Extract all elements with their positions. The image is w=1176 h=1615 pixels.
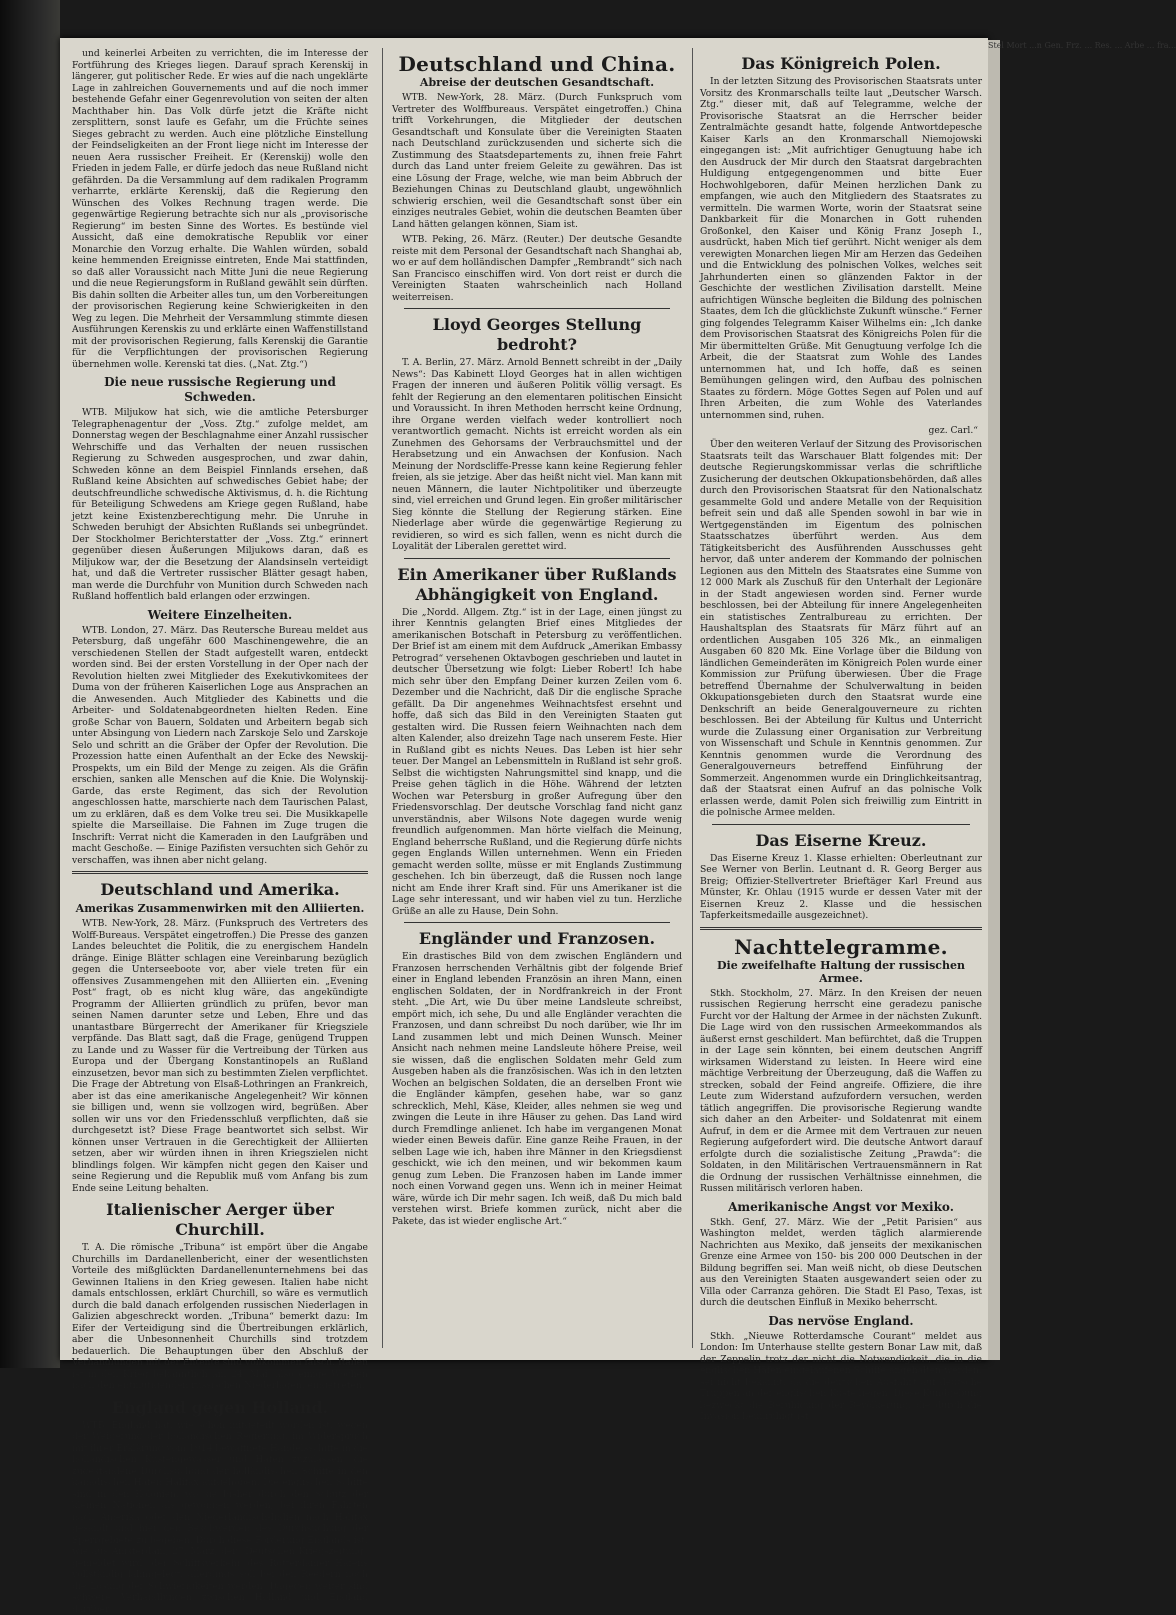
column-2 — [392, 48, 682, 1348]
germany-china-text-2: WTB. Peking, 26. März. (Reuter.) Der deutsche Gesandte reiste mit dem Personal der Gesandtschaft nach Shanghai ab, wo er auf dem holländischen Dampfer „Rembrandt“ sich nach San Francisco einschiffen wird. Von dort reist er durch die Vereinigten Staaten wahrscheinlich nach Holland weiterreisen. — [392, 234, 682, 303]
iron-cross-text: Das Eiserne Kreuz 1. Klasse erhielten: Oberleutnant zur See Werner von Berlin. Leutnant d. R. Georg Berger aus Breig; Offizier-Stellvertreter Brieftäger Karl Freund aus Münster, Kr. Ohlau (1915 wurde er dessen Vater mit der Eisernen Kreuz 2. Klasse und die hessischen Tapferkeitsmedaille ausgezeichnet). — [700, 853, 982, 922]
english-french-headline: Engländer und Franzosen. — [392, 929, 682, 949]
american-russia-headline: Ein Amerikaner über Rußlands Abhängigkeit von England. — [392, 565, 682, 605]
nervous-england-text: Stkh. „Nieuwe Rotterdamsche Courant“ meldet aus London: Im Unterhause stellte gestern Bonar Law mit, daß der Zeppelin trotz der nicht die Notwendigkeit, die in die englischen Häfen eingelaufenen Schiffe angehalten werden, sei nicht bekannt, da die deutschen Ausfahrt auf deutsche Truppen an der englischen Küste liegen. Diese Kundgebung bezweckt die Beruhigung der Bevölkerung, die durch die Invasion beunruhigt ist. — [700, 1331, 982, 1423]
section-divider — [404, 922, 670, 923]
section-divider — [700, 927, 982, 930]
england-holland-headline: England gegen Holland. — [72, 1398, 368, 1418]
column-rule — [382, 48, 383, 1348]
germany-america-headline: Deutschland und Amerika. — [72, 880, 368, 900]
lloyd-george-text: T. A. Berlin, 27. März. Arnold Bennett schreibt in der „Daily News“: Das Kabinett Lloyd Georges hat in allen wichtigen Fragen der inneren und äußeren Politik völlig versagt. Es fehlt der Regierung an den elementaren politischen Einsicht und Voraussicht. In ihren Methoden herrscht keine Ordnung, ihre Organe werden vielfach weder kontrolliert noch verantwortlich gemacht. Nichts ist erreicht worden als ein Zunehmen des Gehorsams der Verbrauchsmittel und der Herabsetzung und ein Anwachsen der Konfusion. Nach Meinung der Nordscliffe-Presse kann keine Regierung fehler freien, als sie jetzige. Aber das heißt nicht viel. Man kann mit neuen Männern, die lauter Nichtpolitiker und überzeugte sind, viel erreichen und Grund legen. Ein großer militärischer Sieg könnte die Stellung der Regierung stärken. Eine Niederlage aber würde die gegenwärtige Regierung zu revidieren, so wird es sich fallen, wenn es nicht durch die Loyalität der Liberalen gerettet wird. — [392, 357, 682, 553]
mexico-headline: Amerikanische Angst vor Mexiko. — [700, 1200, 982, 1215]
germany-china-subheadline: Abreise der deutschen Gesandtschaft. — [392, 76, 682, 89]
germany-china-headline: Deutschland und China. — [392, 52, 682, 76]
scan-left-edge — [0, 0, 60, 1368]
column-3 — [700, 48, 982, 1348]
germany-america-subheadline: Amerikas Zusammenwirken mit den Alliierten. — [72, 902, 368, 915]
england-holland-text: WTB. England hat, wie schon mitgeteilt worden ist, wegen der Weigerung der holländischen Regierung, im Widerspruch mit ihrer Erklärung vom 1914 bewaffnete Handelsschiffe in die holländischen Küstengewässer und Häfen zuzulassen, die zugestandene Durchsuchung der holländischen Schiffe in den kanadischen Häfen Halifax aufgehoben. Die englischen Schiffe sind in den Kolonien, wo sie bisher durch den Schutz der kleinen Nationen als gewonnen werden, bei ihren Fahrten nach Amerika oder den Niederländisch-Indien nach Halifax gesandt und hier den Beschwerden des Durchsuchung der Sperrgebiete zu begeben. Durch diese Forderung Englands ist, wie aus Amsterdam, 27. März, der „Deutschen Kriegszeitung“ gemeldet wird, der Schiffsverkehr des Rotterdamer Hafens vollständig lahmgelegt, allerdings soll bei den Reedern noch die Lösung der Schwierigkeiten werden. Dagegen weiter sind schwere Verhandlungen zwischen Holland und England darüber. — [72, 1420, 368, 1615]
details-text: WTB. London, 27. März. Das Reutersche Bureau meldet aus Petersburg, daß ungefähr 600 Maschinengewehre, die an verschiedenen Stellen der Stadt aufgestellt waren, entdeckt worden sind. Bei der ersten Vorstellung in der Oper nach der Revolution hielten zwei Mitglieder des Exekutivkomitees der Duma von der früheren Kaiserlichen Loge aus Ansprachen an die Anwesenden. Auch Mitglieder des Kabinetts und die Arbeiter- und Soldatenabgeordneten hielten Reden. Eine große Schar von Bauern, Soldaten und Arbeitern begab sich unter Absingung von Liedern nach Zarskoje Selo und Zarskoje Selo und schritt an die Gräber der Opfer der Revolution. Die Prozession hatte einen Aufenthalt an der Ecke des Newskij-Prospekts, um ein Bild der Menge zu zeigen. Als die Gräfin erschien, sanken alle Menschen auf die Knie. Die Wolynskij-Garde, das erste Regiment, das sich der Revolution angeschlossen hatte, marschierte nach dem Taurischen Palast, um zu erklären, daß es dem Volke treu sei. Die Musikkapelle spielte die Marseillaise. Die Fahnen im Zuge trugen die Inschrift: Verrat nicht die Kameraden in den Laufgräben und macht Geschoße. — Einige Pazifisten versuchten sich Gehör zu verschaffen, was ihnen aber nicht gelang. — [72, 625, 368, 867]
column-1 — [72, 48, 368, 1348]
russia-sweden-headline: Die neue russische Regierung und Schweden. — [72, 375, 368, 405]
english-french-text: Ein drastisches Bild von dem zwischen Engländern und Franzosen herrschenden Verhältnis gibt der folgende Brief einer in England lebenden Französin an ihren Mann, einen englischen Soldaten, der in Nordfrankreich in der Front steht. „Die Art, wie Du über meine Landsleute schreibst, empört mich, ich sehe, Du und alle Engländer verachten die Franzosen, und dann schreibst Du noch darüber, wie Ihr im Land zusammen lebt und mich Deinen Wunsch. Meiner Ansicht nach nehmen meine Landsleute höhere Preise, weil sie wissen, daß die englischen Soldaten mehr Geld zum Ausgeben haben als die französischen. Was ich in den letzten Wochen an belgischen Soldaten, die an derselben Front wie die Engländer kämpfen, gesehen habe, war so ganz schrecklich, Mehl, Käse, Kleider, alles nehmen sie weg und zwingen die Leute in ihre Häuser zu gehen. Das Land wird durch Fremdlinge anlienet. Ich habe im vergangenen Monat wieder einen Beweis dafür. Eine ganze Reihe Frauen, in der selben Lage wie ich, haben ihre Männer in den Kriegsdienst geschickt, wie ich den meinen, und wir bekommen kaum genug zum Leben. Die Franzosen haben im Lande immer noch einen Vorwand gegen uns. Wenn ich in meiner Heimat wäre, würde ich Dir mehr sagen. Ich weiß, daß Du mich bald verstehen wirst. Briefe kommen zurück, nicht aber die Pakete, das ist wieder englische Art.“ — [392, 951, 682, 1227]
poland-text-2: Über den weiteren Verlauf der Sitzung des Provisorischen Staatsrats teilt das Warschauer Blatt folgendes mit: Der deutsche Regierungskommissar verlas die schriftliche Zusicherung der deutschen Okkupationsbehörden, daß alles durch den Provisorischen Staatsrat für den Nationalschatz gesammelte Gold und andere Metalle von der Requisition befreit sein und daß alle Spenden sowohl in bar wie in Wertgegenständen im Eigentum des polnischen Staatsschatzes überführt werden. Aus dem Tätigkeitsbericht des Ausführenden Ausschusses geht hervor, daß unter anderem der Kommando der polnischen Legionen aus den Mitteln des Staatsrates eine Summe von 12 000 Mark als Zuschuß für den Unterhalt der Legionäre in der Stadt angewiesen worden sind. Ferner wurde beschlossen, bei der Abteilung für innere Angelegenheiten ein statistisches Zentralbureau zu errichten. Der Haushaltsplan des Staatsrats für März führt auf an ordentlichen Ausgaben 105 326 Mk., an einmaligen Ausgaben 60 820 Mk. Eine Vorlage über die Bildung von ländlichen Gemeinderäten im Königreich Polen wurde einer Kommission zur Prüfung überwiesen. Über die Frage betreffend Übernahme der Schulverwaltung in beiden Okkupationsgebieten durch den Staatsrat wurde eine Denkschrift an beide Generalgouverneure zu richten beschlossen. Bei der Abteilung für Kultus und Unterricht wurde die Zulassung einer Organisation zur Verbreitung von Wissenschaft und Schule in Kenntnis genommen. Zur Kenntnis genommen wurde die Verordnung des Generalgouverneurs betreffend Einführung der Sommerzeit. Angenommen wurde ein Dringlichkeitsantrag, daß der Staatsrat einen Aufruf an das polnische Volk erlassen werde, damit Polen sich freiwillig zum Eintritt in die polnische Armee melden. — [700, 439, 982, 819]
germany-america-text: WTB. New-York, 28. März. (Funkspruch des Vertreters des Wolff-Bureaus. Verspätet eingetroffen.) Die Presse des ganzen Landes beleuchtet die Politik, die zu energischem Handeln dränge. Einige Blätter schlagen eine Vereinbarung bezüglich gegen die Unterseeboote vor, aber viele treten für ein offensives Zusammengehen mit den Alliierten ein. „Evening Post“ fragt, ob es nicht klug wäre, das angekündigte Programm der Alliierten gründlich zu prüfen, bevor man seinen Namen darunter setze und Leben, Ehre und das unantastbare Bürgerrecht der Amerikaner für Kriegsziele verpfände. Das Blatt sagt, daß die Frage, genügend Truppen zu Lande und zu Wasser für die Vertreibung der Türken aus Europa und der Übergang Konstantinopels an Rußland einzusetzen, bevor man sich zu bestimmten Zielen verpflichtet. Die Frage der Abtretung von Elsaß-Lothringen an Frankreich, aber ist das eine amerikanische Angelegenheit? Wir können sie billigen und, wenn sie vollzogen wird, begrüßen. Aber sollen wir uns vor den Friedensschluß verpflichten, daß sie durchgesetzt ist? Diese Frage beantwortet sich selbst. Wir können unser Vertrauen in die Gerechtigkeit der Alliierten setzen, aber wir würden ihnen in ihren Kriegszielen nicht blindlings folgen. Wir kämpfen nicht gegen den Kaiser und seine Regierung und die Republik muß vom Anfang bis zum Ende seine Leitung behalten. — [72, 918, 368, 1194]
details-headline: Weitere Einzelheiten. — [72, 608, 368, 623]
adjacent-page-text: Stel Mort ...n Gen. Frz. ... Res. ... Arbe ... fra... — [988, 40, 1000, 52]
night-telegrams-subheadline: Die zweifelhafte Haltung der russischen Armee. — [700, 959, 982, 985]
kerenski-article-text: und keinerlei Arbeiten zu verrichten, die im Interesse der Fortführung des Krieges liegen. Darauf sprach Kerenskij in längerer, gut politischer Rede. Er wies auf die nach ungeklärte Lage in zahlreichen Gouvernements und auf die noch immer bestehende Gefahr einer Gegenrevolution von seiten der alten Machthaber hin. Das Volk dürfe jetzt die Kräfte nicht zersplittern, sonst laufe es Gefahr, um die Früchte seines Sieges gebracht zu werden. Auch eine plötzliche Einstellung der Feindseligkeiten an der Front liege nicht im Interesse der neuen Aera russischer Freiheit. Er (Kerenskij) wolle den Frieden in jedem Falle, er dürfe jedoch das neue Rußland nicht gefährden. Da die Versammlung auf dem radikalen Programm verharrte, erklärte Kerenskij, daß die Regierung den Wünschen des Volkes Rechnung tragen werde. Die gegenwärtige Regierung betrachte sich nur als „provisorische Regierung“ im besten Sinne des Wortes. Es bestünde viel Aussicht, daß eine demokratische Republik vor einer Monarchie den Vorzug erhalte. Die Wahlen würden, sobald keine hemmenden Ereignisse eintreten, Ende Mai stattfinden, so daß aller Voraussicht nach Mitte Juni die neue Regierung und die neue Regierungsform in Rußland gewählt sein dürften. Bis dahin sollten die Arbeiter alles tun, um den Vorbereitungen der provisorischen Regierung keine Schwierigkeiten in den Weg zu legen. Die Mehrheit der Versammlung stimmte diesen Ausführungen Kerenskis zu und erklärte einen Waffenstillstand mit der provisorischen Regierung, falls Kerenskij die Garantie für die Verpflichtungen der provisorischen Regierung übernehmen wolle. Kerenski tat dies. („Nat. Ztg.“) — [72, 48, 368, 370]
night-telegrams-text: Stkh. Stockholm, 27. März. In den Kreisen der neuen russischen Regierung herrscht eine geradezu panische Furcht vor der Haltung der Armee in der nächsten Zukunft. Die Lage wird von den russischen Armeekommandos als äußerst ernst geschildert. Man befürchtet, daß die Truppen in der Lage sein könnten, bei einem deutschen Angriff wirksamen Widerstand zu leisten. In Heere wird eine mächtige Verbreitung der Überzeugung, daß die Waffen zu strecken, sobald der Feind angreife. Offiziere, die ihre Leute zum Widerstand aufzufordern versuchen, werden tätlich angegriffen. Die provisorische Regierung wandte sich daher an den Arbeiter- und Soldatenrat mit einem Aufruf, in dem er die Armee mit dem Vertrauen zur neuen Regierung aufgefordert wird. Die deutsche Antwort darauf erfolgte durch die sozialistische Zeitung „Prawda“: die Soldaten, in den Militärischen Vertrauensmännern in Rat die Ordnung der russischen Verhältnisse einnehmen, die Russen militärisch verloren haben. — [700, 988, 982, 1195]
italy-churchill-headline: Italienischer Aerger über Churchill. — [72, 1200, 368, 1240]
iron-cross-headline: Das Eiserne Kreuz. — [700, 831, 982, 851]
section-divider — [712, 824, 970, 825]
newspaper-page — [60, 38, 988, 1360]
column-rule — [692, 48, 693, 1348]
nervous-england-headline: Das nervöse England. — [700, 1314, 982, 1329]
signature-line: gez. Carl.“ — [700, 425, 978, 436]
section-divider — [404, 558, 670, 559]
section-divider — [72, 871, 368, 874]
germany-china-text: WTB. New-York, 28. März. (Durch Funkspruch vom Vertreter des Wolffbureaus. Verspätet eingetroffen.) China trifft Vorkehrungen, die Mitglieder der deutschen Gesandtschaft und Konsulate über die Vereinigten Staaten nach Deutschland zurückzusenden und sicherte sich die Zustimmung des Staatsdepartements zu, ihnen freie Fahrt durch das Land unter freiem Geleite zu gewähren. Das ist eine Lösung der Frage, welche, wie man beim Abbruch der Beziehungen Chinas zu Deutschland glaubt, ungewöhnlich schwierig erschien, weil die Gesandtschaft sonst über ein einziges neutrales Gebiet, wohin die deutschen Beamten über Land hätten gelangen können, Siam ist. — [392, 92, 682, 230]
lloyd-george-headline: Lloyd Georges Stellung bedroht? — [392, 315, 682, 355]
adjacent-page-strip — [988, 40, 1000, 1360]
american-russia-text: Die „Nordd. Allgem. Ztg.“ ist in der Lage, einen jüngst zu ihrer Kenntnis gelangten Brief eines Mitgliedes der amerikanischen Botschaft in Petersburg zu veröffentlichen. Der Brief ist am einem mit dem Aufdruck „Amerikan Embassy Petrograd“ versehenen Oktavbogen geschrieben und lautet in deutscher Übersetzung wie folgt: Lieber Robert! Ich habe mich sehr über den Empfang Deiner kurzen Zeilen vom 6. Dezember und die Nachricht, daß Dir die englische Sprache gefällt. Da Dir angenehmes Weihnachtsfest ersehnt und hoffe, daß sich das Bild in den Vereinigten Staaten gut gestalten wird. Die Russen feiern Weihnachten nach dem alten Kalender, also dreizehn Tage nach unserem Feste. Hier in Rußland gibt es nichts Neues. Das Leben ist hier sehr teuer. Der Mangel an Lebensmitteln in Rußland ist sehr groß. Selbst die wichtigsten Nahrungsmittel sind knapp, und die Preise gehen täglich in die Höhe. Während der letzten Wochen war Petersburg in großer Aufregung über den Friedensvorschlag. Der deutsche Vorschlag fand nicht ganz unverständnis, aber Wilsons Note dagegen wurde wenig freundlich aufgenommen. Man hörte vielfach die Meinung, England beherrsche Rußland, und die Regierung dürfe nichts gegen Englands Willen unternehmen. Wenn ein Frieden gemacht werden sollte, müsse er mit Englands Zustimmung geschehen. Ich bin überzeugt, daß die Russen noch lange nicht am Ende ihrer Kraft sind. Für uns Amerikaner ist die Lage sehr interessant, und wir haben viel zu tun. Herzliche Grüße an alle zu Hause, Dein Sohn. — [392, 607, 682, 918]
russia-sweden-text: WTB. Miljukow hat sich, wie die amtliche Petersburger Telegraphenagentur der „Voss. Ztg.“ zufolge meldet, am Donnerstag wegen der Beschlagnahme einer Anzahl russischer Wehrschiffe und das Verhalten der neuen russischen Regierung zu Schweden ausgesprochen, und zwar dahin, Schweden könne an dem Beispiel Finnlands ersehen, daß Rußland keine Absichten auf schwedisches Gebiet habe; der deutschfreundliche schwedische Aktivismus, d. h. die Richtung für Beteiligung Schwedens am Kriege gegen Rußland, habe jetzt keine Existenzberechtigung mehr. Die Unruhe in Schweden beruhigt der Absichten Rußlands sei unbegründet. Der Stockholmer Berichterstatter der „Voss. Ztg.“ erinnert gegenüber diesen Äußerungen Miljukows daran, daß es Miljukow war, der die Besetzung der Alandsinseln verteidigt hat, und daß die Vertreter russischer Blätter gesagt haben, man werde die Durchfuhr von Munition durch Schweden nach Rußland hoffentlich bald erlangen oder erzwingen. — [72, 407, 368, 603]
poland-headline: Das Königreich Polen. — [700, 54, 982, 74]
section-divider — [404, 308, 670, 309]
poland-text: In der letzten Sitzung des Provisorischen Staatsrats unter Vorsitz des Kronmarschalls teilte laut „Deutscher Warsch. Ztg.“ dieser mit, daß auf Telegramme, welche der Provisorische Staatsrat an die Herrscher beider Zentralmächte gesandt hatte, folgende Antwortdepesche Kaiser Karls an den Kronmarschall Niemojowski eingegangen ist: „Mit aufrichtiger Genugtuung habe ich den Ausdruck der Mir durch den Staatsrat dargebrachten Huldigung entgegengenommen und bitte Euer Hochwohlgeboren, dafür Meinen herzlichen Dank zu empfangen, wie auch den Mitgliedern des Staatsrates zu vermitteln. Die warmen Worte, worin der Staatsrat seine Dankbarkeit für die Monarchen in Gott ruhenden Großonkel, den Kaiser und König Franz Joseph I., ausdrückt, haben Mich tief gerührt. Nicht weniger als dem verewigten Monarchen liegen Mir am Herzen das Gedeihen und die Entwicklung des polnischen Volkes, welches seit Jahrhunderten einen so glänzenden Faktor in der Geschichte der westlichen Zivilisation darstellt. Meine aufrichtigen Wünsche begleiten die Bildung des polnischen Staates, dem Ich die glücklichste Zukunft wünsche.“ Ferner ging folgendes Telegramm Kaiser Wilhelms ein: „Ich danke dem Provisorischen Staatsrat des Königreichs Polen für die Mir übermittelten Grüße. Mit Genugtuung verfolge Ich die Arbeit, die der Staatsrat zum Wohle des Landes unternommen hat, und Ich hoffe, daß es seinen Bemühungen gelingen wird, den Aufbau des polnischen Staates zu fördern. Möge Gottes Segen auf Polen und auf Ihren Arbeiten, die zum Wohle des Vaterlandes unternommen sind, ruhen. — [700, 76, 982, 421]
mexico-text: Stkh. Genf, 27. März. Wie der „Petit Parisien“ aus Washington meldet, werden täglich alarmierende Nachrichten aus Mexiko, daß jenseits der mexikanischen Grenze eine Armee von 150- bis 200 000 Deutschen in der Bildung begriffen sei. Man weiß nicht, ob diese Deutschen aus den Vereinigten Staaten ausgewandert seien oder zu Villa oder Carranza gehören. Die Stadt El Paso, Texas, ist durch die deutschen Einfluß in Mexiko beherrscht. — [700, 1217, 982, 1309]
italy-churchill-text: T. A. Die römische „Tribuna“ ist empört über die Angabe Churchills im Dardanellenbericht, einer der wesentlichsten Vorteile des mißglückten Dardanellenunternehmens bei das Gewinnen Italiens in den Krieg gewesen. Italien habe nicht damals entschlossen, erklärt Churchill, so wäre es vermutlich durch die bald danach erfolgenden russischen Niederlagen in Galizien abgeschreckt worden. „Tribuna“ bemerkt dazu: Im Eifer der Verteidigung sind die Übertreibungen erklärlich, aber die Unbesonnenheit Churchills sind trotzdem bedauerlich. Die Behauptungen über den Abschluß der Verhandlungen mit der Entente sind vollkommen falsch. Italien ist in den Krieg bekanntlich am 24. Mai, also einige Wochen nach den entmutigenden russischen Niederlagen, eingetreten. — [72, 1242, 368, 1392]
night-telegrams-headline: Nachttelegramme. — [700, 935, 982, 959]
